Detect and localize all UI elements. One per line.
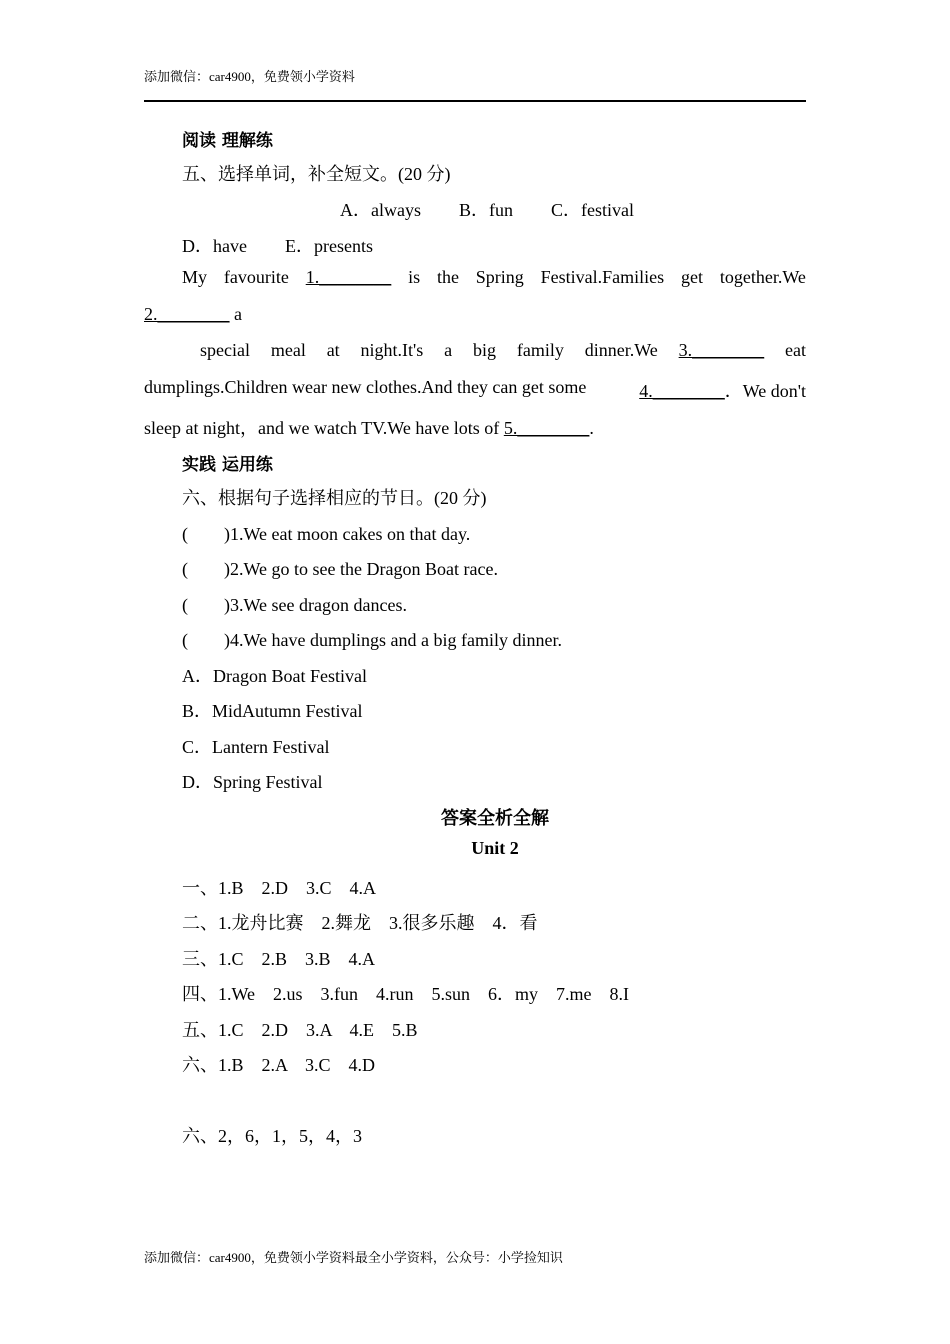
passage-word: at <box>326 340 340 360</box>
q6-choice: C．Lantern Festival <box>182 737 330 757</box>
answer-line: 一、1.B 2.D 3.C 4.A <box>182 878 377 898</box>
passage-word: dinner.We <box>584 340 658 360</box>
header-rule <box>144 100 806 102</box>
passage-word: eat <box>785 340 806 360</box>
passage-word: family <box>516 340 564 360</box>
answer-line: 六、1.B 2.A 3.C 4.D <box>182 1055 376 1075</box>
q5-option-a: A．always <box>340 200 421 220</box>
passage-word: Festival.Families <box>540 267 665 287</box>
answer-line: 二、1.龙舟比赛 2.舞龙 3.很多乐趣 4．看 <box>182 913 538 933</box>
passage-text: . <box>589 418 594 438</box>
q6-choice: A．Dragon Boat Festival <box>182 666 367 686</box>
q5-options-row1 <box>340 196 634 222</box>
header-text: 添加微信：car4900，免费领小学资料 <box>144 69 355 84</box>
q6-item: ( )3.We see dragon dances. <box>182 595 407 615</box>
answers-unit: Unit 2 <box>471 838 519 858</box>
q6-choice: D．Spring Festival <box>182 772 323 792</box>
answers-title: 答案全析全解 <box>441 808 549 829</box>
section-reading-title: 阅读 理解练 <box>182 131 273 151</box>
q6-item: ( )4.We have dumplings and a big family dinner. <box>182 630 562 650</box>
passage-text: sleep at night，and we watch TV.We have lots of <box>144 418 504 438</box>
passage-word: night.It's <box>360 340 424 360</box>
passage-text: dumplings.Children wear new clothes.And they can get some <box>144 377 587 397</box>
passage-word: a <box>444 340 453 360</box>
q5-option-c: C．festival <box>550 200 634 220</box>
q5-option-e: E．presents <box>284 236 373 256</box>
answer-line: 四、1.We 2.us 3.fun 4.run 5.sun 6．my 7.me 8.I <box>182 984 630 1004</box>
q6-title: 六、根据句子选择相应的节日。(20 分) <box>182 488 487 508</box>
passage-blank-4: 4.________ <box>639 381 725 401</box>
passage-blank-5: 5.________ <box>503 418 590 438</box>
passage-text: ．We don't <box>724 381 806 401</box>
passage-word: meal <box>270 340 306 360</box>
q5-option-b: B．fun <box>458 200 513 220</box>
passage-line-5 <box>144 414 594 440</box>
passage-word: special <box>200 340 250 360</box>
q6-item: ( )2.We go to see the Dragon Boat race. <box>182 559 498 579</box>
footer-text: 添加微信：car4900，免费领小学资料最全小学资料，公众号：小学捡知识 <box>144 1250 563 1265</box>
passage-line-4 <box>144 377 806 403</box>
passage-blank-2: 2.________ <box>144 304 230 324</box>
passage-text: a <box>229 304 242 324</box>
q6-choice: B．MidAutumn Festival <box>182 701 363 721</box>
passage-line-2 <box>144 304 242 325</box>
passage-line-3 <box>200 340 806 361</box>
passage-word: is <box>408 267 421 287</box>
answer-line: 五、1.C 2.D 3.A 4.E 5.B <box>182 1020 418 1040</box>
passage-word: favourite <box>223 267 289 287</box>
passage-word: big <box>473 340 497 360</box>
section-practice-title: 实践 运用练 <box>182 455 273 475</box>
answer-line: 三、1.C 2.B 3.B 4.A <box>182 949 376 969</box>
passage-word: the <box>436 267 459 287</box>
q5-options-row2 <box>182 232 373 258</box>
q6-item: ( )1.We eat moon cakes on that day. <box>182 524 471 544</box>
passage-blank-1: 1.________ <box>305 267 392 287</box>
q5-title: 五、选择单词，补全短文。(20 分) <box>182 164 451 184</box>
passage-word: together.We <box>719 267 806 287</box>
answer-extra: 六、2，6，1，5，4，3 <box>182 1126 362 1146</box>
passage-word: Spring <box>475 267 524 287</box>
passage-blank-3: 3.________ <box>678 340 765 360</box>
passage-word: get <box>681 267 704 287</box>
q5-option-d: D．have <box>182 236 247 256</box>
passage-line-1 <box>182 267 806 288</box>
passage-word: My <box>182 267 208 287</box>
